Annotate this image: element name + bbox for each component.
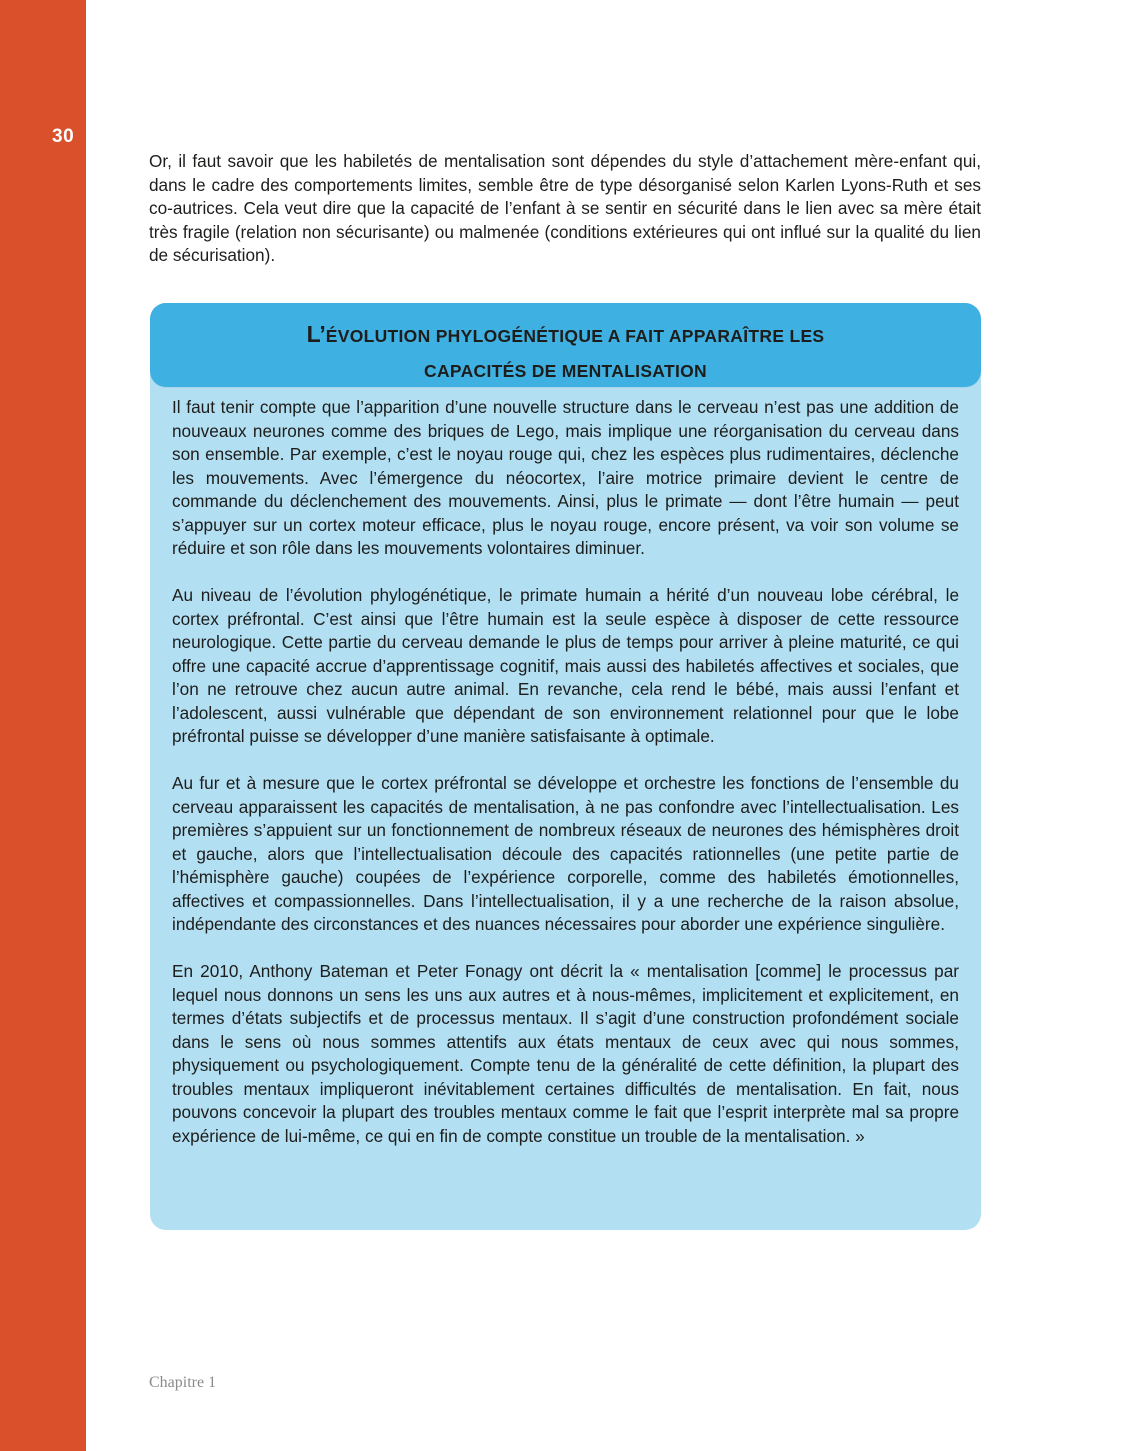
- box-title-line1: ÉVOLUTION PHYLOGÉNÉTIQUE A FAIT APPARAÎTRE LES: [325, 326, 825, 346]
- sidebar-box: [150, 303, 981, 1230]
- box-title-initial: L’: [306, 321, 326, 347]
- box-paragraph: Au niveau de l’évolution phylogénétique, le primate humain a hérité d’un nouveau lobe cérébral, le cortex préfrontal. C’est ainsi que l’être humain est la seule espèce à disposer de cette ressource neurologique. Cette partie du cerveau demande le plus de temps pour arriver à pleine maturité, ce qui offre une capacité accrue d’apprentissage cognitif, mais aussi des habiletés affectives et sociales, que l’on ne retrouve chez aucun autre animal. En revanche, cela rend le bébé, mais aussi l’enfant et l’adolescent, aussi vulnérable que dépendant de son environnement relationnel pour que le lobe préfrontal puisse se développer d’une manière satisfaisante à optimale.: [172, 585, 959, 747]
- box-title-line2: CAPACITÉS DE MENTALISATION: [424, 361, 707, 381]
- box-paragraph: Il faut tenir compte que l’apparition d’une nouvelle structure dans le cerveau n’est pas une addition de nouveaux neurones comme des briques de Lego, mais implique une réorganisation du cerveau dans son ensemble. Par exemple, c’est le noyau rouge qui, chez les espèces plus rudimentaires, déclenche les mouvements. Avec l’émergence du néocortex, l’aire motrice primaire devient le centre de commande du déclenchement des mouvements. Ainsi, plus le primate — dont l’être humain — peut s’appuyer sur un cortex moteur efficace, plus le noyau rouge, encore présent, va voir son volume se réduire et son rôle dans les mouvements volontaires diminuer.: [172, 397, 959, 558]
- box-paragraph: Au fur et à mesure que le cortex préfrontal se développe et orchestre les fonctions de l’ensemble du cerveau apparaissent les capacités de mentalisation, à ne pas confondre avec l’intellectualisation. Les premières s’appuient sur un fonctionnement de nombreux réseaux de neurones des hémisphères droit et gauche, alors que l’intellectualisation découle des capacités rationnelles (une petite partie de l’hémisphère gauche) coupées de l’expérience corporelle, comme des habiletés émotionnelles, affectives et compassionnelles. Dans l’intellectualisation, il y a une recherche de la raison absolue, indépendante des circonstances et des nuances nécessaires pour aborder une expérience singulière.: [172, 773, 959, 935]
- side-color-band: [0, 0, 86, 1451]
- box-paragraph: En 2010, Anthony Bateman et Peter Fonagy ont décrit la « mentalisation [comme] le processus par lequel nous donnons un sens les uns aux autres et à nous-mêmes, implicitement et explicitement, en termes d’états subjectifs et de processus mentaux. Il s’agit d’une construction profondément sociale dans le sens où nous sommes attentifs aux états mentaux de ceux avec qui nous sommes, physiquement ou psychologiquement. Compte tenu de la généralité de cette définition, la plupart des troubles mentaux impliqueront inévitablement certaines difficultés de mentalisation. En fait, nous pouvons concevoir la plupart des troubles mentaux comme le fait que l’esprit interprète mal sa propre expérience de lui-même, ce qui en fin de compte constitue un trouble de la mentalisation. »: [172, 961, 959, 1146]
- box-header: [150, 303, 981, 387]
- footer-chapter: Chapitre 1: [149, 1374, 217, 1391]
- page-number: 30: [52, 126, 75, 147]
- box-body: [172, 396, 959, 1172]
- intro-paragraph: Or, il faut savoir que les habiletés de mentalisation sont dépendes du style d’attachement mère-enfant qui, dans le cadre des comportements limites, semble être de type désorganisé selon Karlen Lyons-Ruth et ses co-autrices. Cela veut dire que la capacité de l’enfant à se sentir en sécurité dans le lien avec sa mère était très fragile (relation non sécurisante) ou malmenée (conditions extérieures qui ont influé sur la qualité du lien de sécurisation).: [149, 151, 981, 266]
- box-title: [150, 303, 981, 388]
